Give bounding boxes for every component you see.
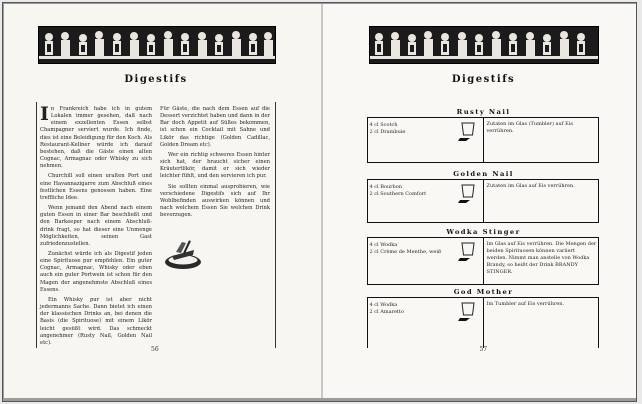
recipe-table [367, 237, 599, 285]
tumbler-glass-icon [458, 183, 478, 207]
bar-scene-illustration [38, 26, 276, 64]
recipe-title: Wodka Stinger [446, 228, 521, 236]
page-title: Digestifs [451, 74, 516, 85]
recipe-title: Rusty Nail [456, 108, 511, 116]
ingredient-list: 4 cl Wodka 2 cl Crème de Menthe, weiß [369, 242, 442, 255]
ingredient-list: 4 cl Wodka 2 cl Amaretto [369, 302, 404, 315]
recipe-god-mother [367, 288, 599, 348]
right-page [323, 4, 636, 398]
ingredient-list: 4 cl Bourbon 2 cl Southern Comfort [369, 184, 427, 197]
recipe-title: God Mother [453, 288, 514, 296]
drop-cap: I [40, 103, 49, 125]
recipe-table [367, 179, 599, 223]
recipe-instructions: Im Tumbler auf Eis verrühren. [486, 301, 565, 307]
recipe-golden-nail [367, 170, 599, 226]
recipe-wodka-stinger [367, 228, 599, 288]
paragraph: In Frankreich habe ich in gutem Lokalen immer gesehen, daß nach einem exzellenten Essen selbst Champagner serviert wurde. Ich finde, dies ist eine Beleidigung für den Koch. Als Restaurant-Kellner würde ich darauf bestehen, daß die Gäste einen alten Cognac, Armagnac oder Whisky zu sich nehmen. [40, 103, 152, 170]
paragraph: Churchill soll einen uralten Port und eine Havannazigarre zum Abschluß eines festlichen Essens genossen haben. Eine treffliche Idee. [40, 173, 152, 201]
paragraph: Wer ein richtig schweres Essen hinter sich hat, der braucht sicher einen Kräutertlikör, damit er sich wieder leichter fühlt, und den servieren ich pur. [160, 151, 270, 180]
recipe-instructions: Zutaten im Glas (Tumbler) auf Eis verrühren. [486, 121, 573, 134]
paragraph: Für Gäste, die nach dem Essen auf die Dessert verzichtet haben und dann in der Bar doch Appetit auf Süßes bekommen, ist schon ein Cocktail mit Sahne und Likör das richtige (Golden Cadillac, Golden Dream etc). [160, 106, 270, 148]
tumbler-glass-icon [458, 241, 478, 265]
recipe-title: Golden Nail [453, 170, 514, 178]
tumbler-glass-icon [458, 301, 478, 325]
recipe-rusty-nail [367, 108, 599, 164]
open-book [4, 4, 636, 398]
paragraph: Wenn jemand den Abend nach einem guten Essen in einer Bar beschließt und den Barkeeper nach einem Abschluß-drink fragt, so hat dieser eine Unmenge Möglichkeiten, seinen Gast zufriedenzustellen. [40, 205, 152, 247]
page-number: 57 [479, 346, 488, 353]
recipe-list [367, 108, 599, 348]
bar-scene-illustration [369, 26, 599, 64]
recipe-table [367, 117, 599, 163]
recipe-instructions: Zutaten im Glas auf Eis verrühren. [486, 183, 575, 189]
recipe-instructions: Im Glas auf Eis verrühren. Die Mengen der beiden Spirituosen können variiert werden. Nimmt man anstelle von Wodka Brandy, so heißt der Drink BRANDY STINGER. [486, 241, 597, 275]
left-page [4, 4, 321, 398]
page-title: Digestifs [124, 74, 188, 85]
cocktail-glass-illustration [162, 236, 204, 276]
paragraph: Sie sollten einmal ausprobieren, wie verschiedene Digestifs sich auf Ihr Wohlbefinden auswirken können und nach welchem Essen Sie welchen Drink bevorzugen. [160, 183, 270, 219]
paragraph: Zunächst würde ich als Digestif jeden eine Spirituose pur empfehlen. Ein guter Cognac, Armagnac, Whisky oder eben auch ein guter Portwein ist schon für den Magen der angenehmste Abschluß eines Essens. [40, 250, 152, 293]
text-column-2 [160, 106, 270, 222]
paragraph: Ein Whisky pur ist aber nicht jedermanns Sache. Dann bietet ich einen der klassischen Drinks an, bei denen die Basis (die Spirituose) mit einem Likör leicht gesüßt wird. Das schmeckt angenehmer (Rusty Nail, Golden Nail etc). [40, 296, 152, 346]
text-column-1 [40, 103, 152, 350]
recipe-table [367, 297, 599, 348]
tumbler-glass-icon [458, 121, 478, 145]
page-number: 56 [151, 346, 159, 353]
ingredient-list: 4 cl Scotch 2 cl Drambuie [369, 122, 406, 135]
